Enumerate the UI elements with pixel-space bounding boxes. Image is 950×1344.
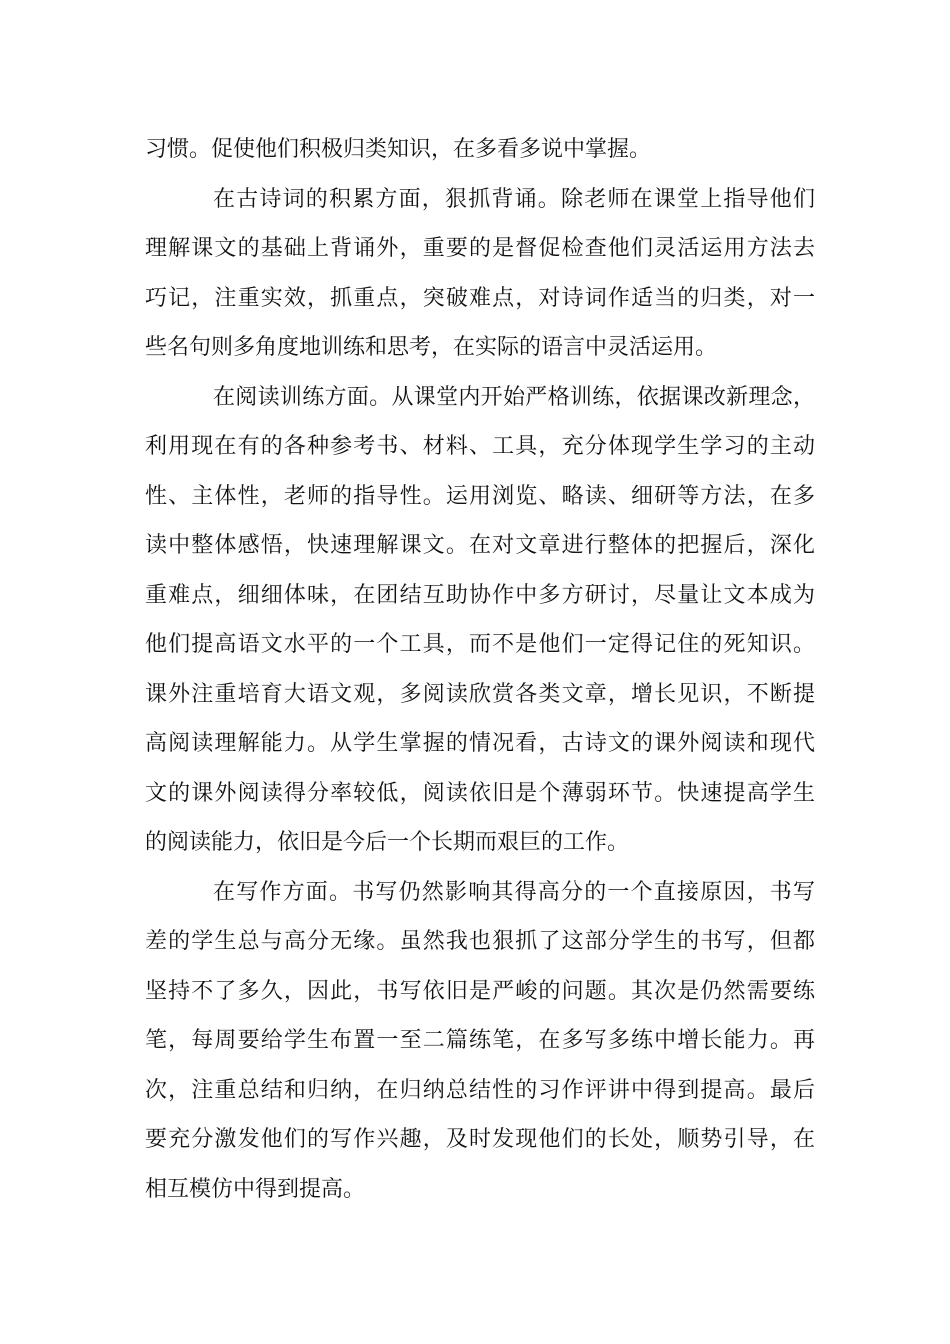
- text-line: 坚持不了多久，因此，书写依旧是严峻的问题。其次是仍然需要练: [145, 978, 815, 1004]
- text-line: 性、主体性，老师的指导性。运用浏览、略读、细研等方法，在多: [145, 483, 815, 509]
- text-line: 的阅读能力，依旧是今后一个长期而艰巨的工作。: [145, 830, 630, 855]
- text-line: 他们提高语文水平的一个工具，而不是他们一定得记住的死知识。: [145, 632, 815, 657]
- text-line: 利用现在有的各种参考书、材料、工具，充分体现学生学习的主动: [145, 434, 815, 459]
- text-line: 差的学生总与高分无缘。虽然我也狠抓了这部分学生的书写，但都: [145, 929, 815, 954]
- text-line: 理解课文的基础上背诵外，重要的是督促检查他们灵活运用方法去: [145, 236, 815, 261]
- text-line: 巧记，注重实效，抓重点，突破难点，对诗词作适当的归类，对一: [145, 285, 815, 311]
- paragraph-start-line: 在写作方面。书写仍然影响其得高分的一个直接原因，书写: [213, 879, 815, 905]
- text-line: 相互模仿中得到提高。: [145, 1176, 366, 1202]
- paragraph-start-line: 在阅读训练方面。从课堂内开始严格训练，依据课改新理念，: [213, 384, 815, 410]
- text-line: 课外注重培育大语文观，多阅读欣赏各类文章，增长见识，不断提: [145, 681, 815, 707]
- paragraph-start-line: 在古诗词的积累方面，狠抓背诵。除老师在课堂上指导他们: [213, 186, 815, 212]
- text-line: 重难点，细细体味，在团结互助协作中多方研讨，尽量让文本成为: [145, 582, 815, 608]
- body-text: [145, 125, 815, 1214]
- text-line: 读中整体感悟，快速理解课文。在对文章进行整体的把握后，深化: [145, 533, 815, 558]
- text-line: 文的课外阅读得分率较低，阅读依旧是个薄弱环节。快速提高学生: [145, 780, 815, 806]
- text-line: 笔，每周要给学生布置一至二篇练笔，在多写多练中增长能力。再: [145, 1028, 815, 1053]
- text-line: 要充分激发他们的写作兴趣，及时发现他们的长处，顺势引导，在: [145, 1127, 815, 1152]
- text-line: 次，注重总结和归纳，在归纳总结性的习作评讲中得到提高。最后: [145, 1077, 815, 1103]
- text-line: 高阅读理解能力。从学生掌握的情况看，古诗文的课外阅读和现代: [145, 731, 815, 756]
- text-line: 些名句则多角度地训练和思考，在实际的语言中灵活运用。: [145, 335, 718, 360]
- text-line: 习惯。促使他们积极归类知识，在多看多说中掌握。: [145, 137, 652, 162]
